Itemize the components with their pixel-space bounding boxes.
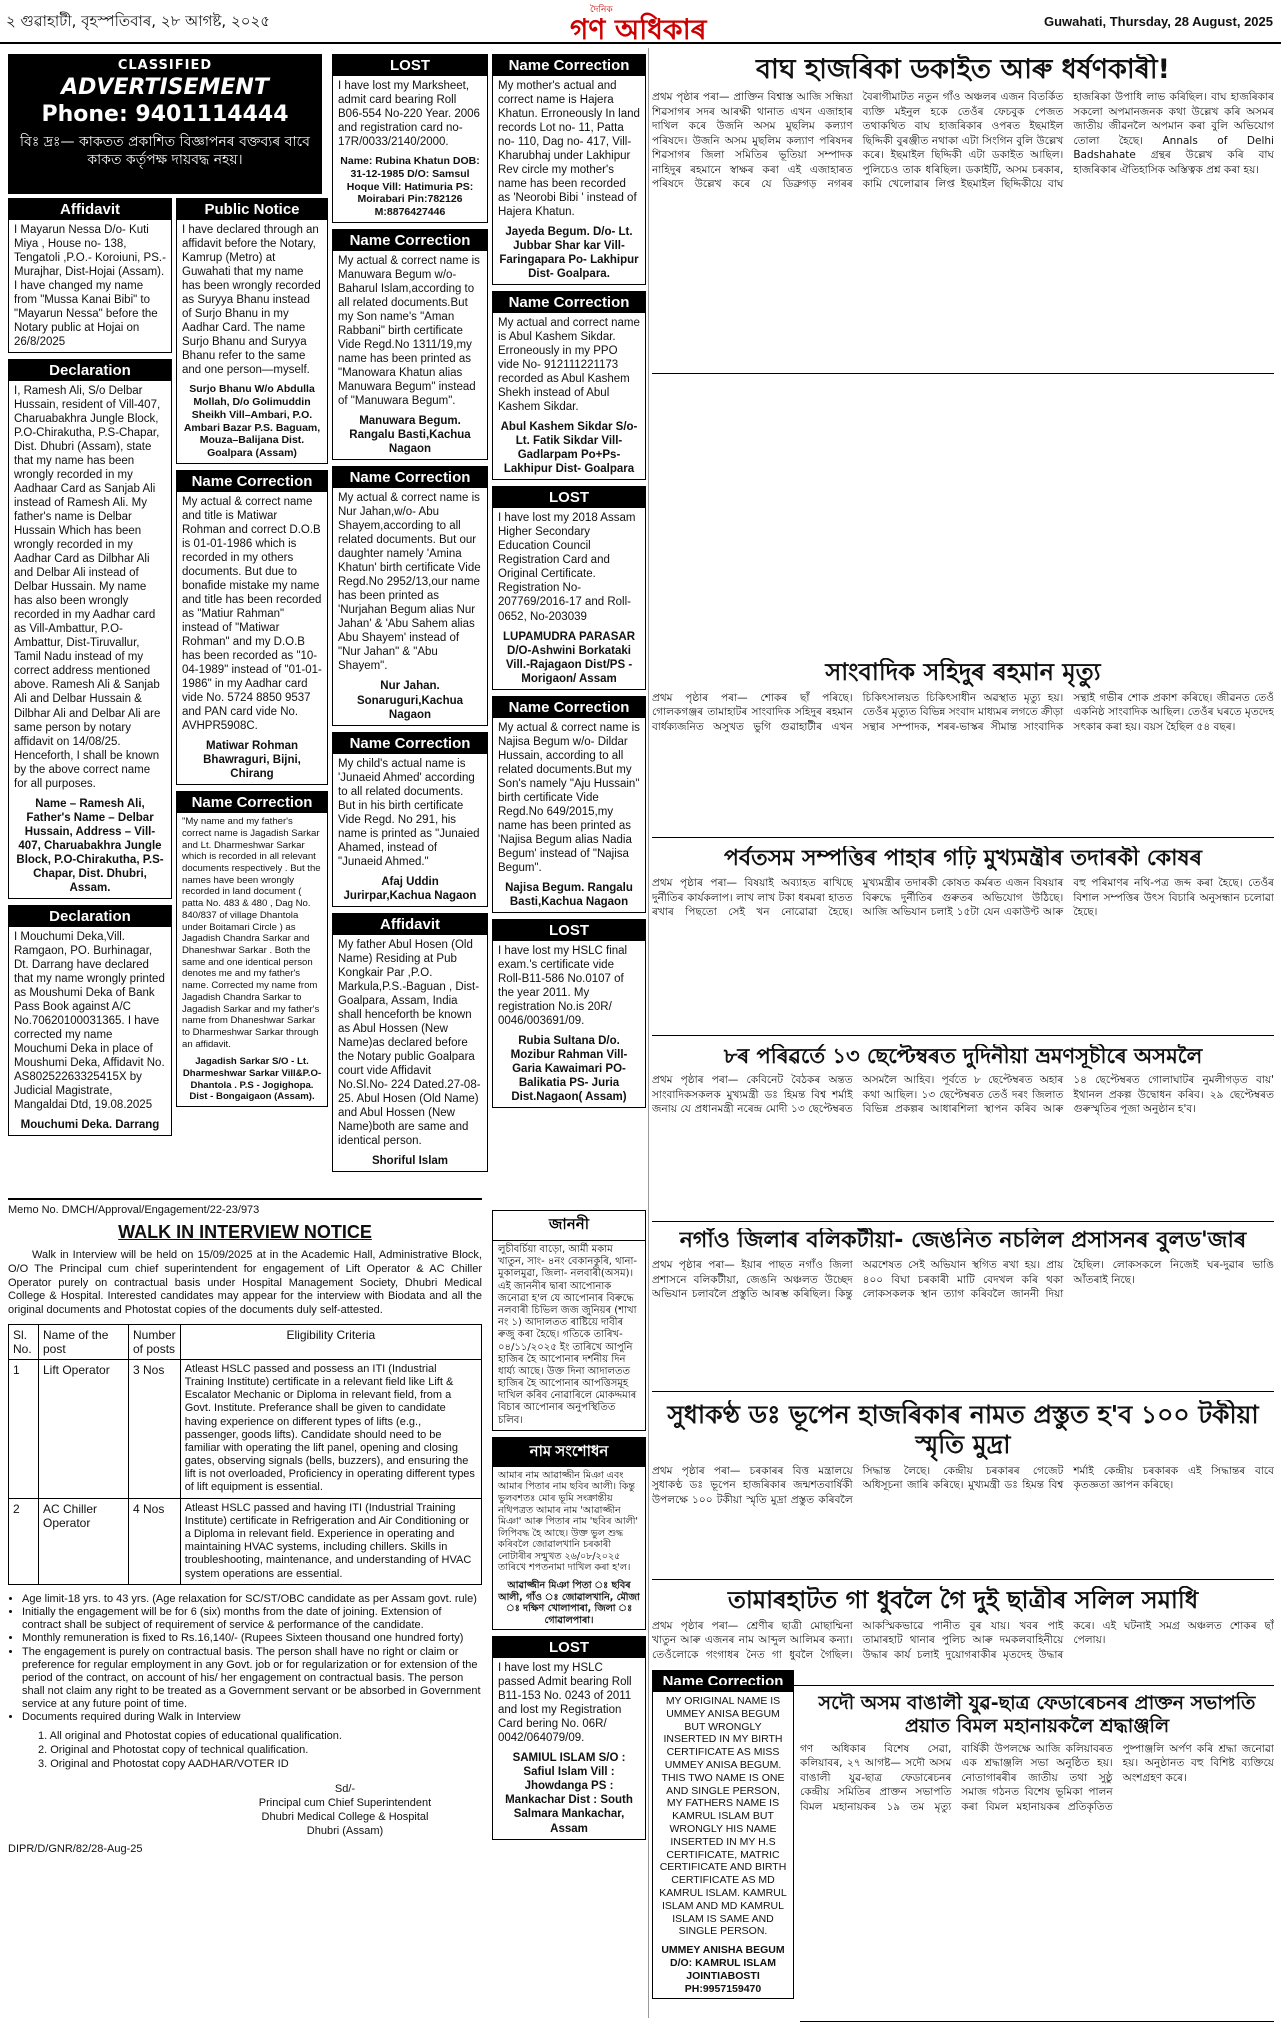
table-cell: Lift Operator: [39, 1359, 129, 1498]
notice-title: নাম সংশোধন: [493, 1438, 645, 1467]
table-header: Eligibility Criteria: [180, 1324, 481, 1359]
notice-signer: আৱাজ্জীন মিঞা পিতা ঃ ছবিৰ আলী, গাঁও ঃ জোৱালখানি, মৌজা ঃ দক্ষিণ খোলাপাৰা, জিলা ঃ গোৱালপাৰা।: [498, 1580, 640, 1626]
notice-box: [332, 54, 488, 223]
notice-body: I have lost my HSLC final exam.'s certificate vide Roll-B11-586 No.0107 of the year 2011. My registration No.is 20R/ 0046/003691/09.: [498, 944, 628, 1027]
news-headline: পৰ্বতসম সম্পত্তিৰ পাহাৰ গঢ়ি মুখ্যমন্ত্ৰীৰ তদাৰকী কোষৰ: [723, 846, 1203, 871]
notice-body: I have lost my Marksheet, admit card bearing Roll B06-554 No-220 Year. 2006 and registration card no-17R/0033/2140/2000.: [338, 80, 480, 149]
memo-number: Memo No. DMCH/Approval/Engagement/22-23/973: [8, 1204, 260, 1216]
news-headline: নগাঁও জিলাৰ বলিকটীয়া- জেঙনিত নচলিল প্ৰসাসনৰ বুলড'জাৰ: [679, 1228, 1247, 1253]
notice-box: [176, 470, 328, 785]
notice-title: LOST: [333, 55, 487, 76]
notice-body: MY ORIGINAL NAME IS UMMEY ANISA BEGUM BUT WRONGLY INSERTED IN MY BIRTH CERTIFICATE AS MISS UMMEY ANISA BEGUM. THIS TWO NAME IS ONE AND SINGLE PERSON, MY FATHERS NAME IS KAMRUL ISLAM BUT WRONGLY HIS NAME INSERTED IN MY H.S CERTIFICATE, MATRIC CERTIFICATE AND BIRTH CERTIFICATE AS MD KAMRUL ISLAM. KAMRUL ISLAM AND MD KAMRUL ISLAM IS SAME AND SINGLE PERSON.: [659, 1695, 787, 1938]
walk-in-interview-notice: [8, 1198, 482, 2018]
advertisement-label: ADVERTISEMENT: [61, 75, 269, 100]
notice-title: LOST: [493, 1637, 645, 1658]
news-body: প্ৰথম পৃষ্ঠাৰ পৰা— বিষয়াই অব্যাহত ৰাখিছে দুৰ্নীতিৰ কাৰ্যকলাপ। লাখ লাখ টকা ধৰমৰা হাতত ৰখাৰ পিছতো সেই খন নোৱোৱা হৈছে। মুখ্যমন্ত্ৰীৰ তদাৰকী কোষত কৰ্মৰত এজন বিষয়াৰ বিৰুদ্ধে দুৰ্নীতিৰ গুৰুতৰ অভিযোগ উঠিছে। আজি অভিযান চলাই ১৫টা যেন একাউণ্ট আৰু বহু পৰিমাণৰ নথি-পত্ৰ জব্দ কৰা হৈছে। তেওঁৰ বিশাল সম্পত্তিৰ উৎস বিচাৰি অনুসন্ধান চলোৱা হৈছে।: [652, 877, 1274, 919]
header-date-en: Guwahati, Thursday, 28 August, 2025: [1043, 14, 1273, 29]
notice-box: [332, 732, 488, 907]
notice-box: [492, 54, 646, 285]
header-date-bn: ২ গুৱাহাটী, বৃহস্পতিবাৰ, ২৮ আগষ্ট, ২০২৫: [6, 12, 270, 30]
sd-label: Sd/-: [334, 1782, 356, 1795]
table-cell: 2: [9, 1498, 39, 1584]
list-item: 3. Original and Photostat copy AADHAR/VOTER ID: [38, 1758, 289, 1771]
notice-title: জাননী: [493, 1211, 645, 1241]
newspaper-logo: [560, 2, 720, 46]
news-story: [652, 658, 1274, 838]
notice-title: Name Correction: [177, 471, 327, 492]
notice-signer: Jagadish Sarkar S/O - Lt. Dharmeshwar Sarkar Vill&P.O- Dhantola . P.S - Jogighopa. Dist - Bongaigaon (Assam).: [182, 1056, 322, 1103]
notice-title: Name Correction: [493, 697, 645, 718]
list-item: • Age limit-18 yrs. to 43 yrs. (Age relaxation for SC/ST/OBC candidate as per Assam govt. rule): [22, 1593, 482, 1606]
list-item: • Documents required during Walk in Interview: [22, 1711, 482, 1724]
notice-body: আমাৰ নাম আৱাজ্জীন মিঞা এবং আমাৰ পিতাৰ নাম ছবিৰ আলী। কিন্তু ভুলবশতঃ মোৰ ভূমি সংক্ৰান্তীয় নথিপত্ৰত আমাৰ নাম 'আৱাজ্জীন মিঞা' আৰু পিতাৰ নাম 'ছবিৰ আলী' লিপিবদ্ধ হৈ আছে। উক্ত ভুল শুদ্ধ কৰিবলৈ জোৱালখানি চৰকাৰী নোটাৰীৰ সন্মুখত ২৬/০৮/২০২৫ তাৰিখে শপতনামা দাখিল কৰা হ'ল।: [498, 1469, 639, 1574]
news-headline: সাংবাদিক সহিদুৰ ৰহমান মৃত্যু: [825, 658, 1101, 686]
notice-title: Name Correction: [493, 292, 645, 313]
notice-body: My actual & correct name is Manuwara Begum w/o- Baharul Islam,according to all related documents.But my Son name's "Aman Rabbani" birth certificate Vide Regd.No 1311/19,my name has been printed as "Manowara Khatun alias Manuwara Begum" instead of "Manuwara Begum".: [338, 255, 480, 408]
news-body: গণ অধিকাৰ বিশেষ সেৱা, কলিয়াবৰ, ২৭ আগষ্ট— সদৌ অসম বাঙালী যুৱ-ছাত্ৰ ফেডাৰেচনৰ কেন্দ্ৰীয় সমিতিৰ প্ৰাক্তন সভাপতি বিমল মহানায়কৰ ১৯ তম মৃত্যু বাৰ্ষিকী উপলক্ষে আজি কলিয়াবৰত এক শ্ৰদ্ধাঞ্জলি সভা অনুষ্ঠিত হয়। নোতাগাৰৰীৰ জাতীয় তথা সুষ্ঠু সমাজ গঠনত বিশেষ ভূমিকা পালন কৰা বিমল মহানায়কৰ প্ৰতিকৃতিত পুষ্পাঞ্জলি অৰ্পণ কৰি শ্ৰদ্ধা জনোৱা হয়। অনুষ্ঠানত বহু বিশিষ্ট ব্যক্তিয়ে অংশগ্ৰহণ কৰে।: [800, 1742, 1274, 1813]
notice-title: LOST: [493, 487, 645, 508]
assamese-notices: [492, 1210, 646, 1846]
classified-label: CLASSIFIED: [117, 58, 213, 73]
notice-box: [492, 1437, 646, 1631]
notice-body: My actual & correct name is Najisa Begum w/o- Dildar Hussain, according to all related documents.But my Son's namely "Aju Hussain" birth certificate Vide Regd.No 649/2015,my name has been printed as 'Najisa Begum alias Nadia Begum' instead of "Najisa Begum".: [498, 721, 640, 874]
notice-title: Declaration: [9, 360, 171, 381]
notice-body: I Mayarun Nessa D/o- Kuti Miya , House no- 138, Tengatoli ,P.O.- Koroiuni, PS.- Murajhar, Dist-Hojai (Assam). I have changed my name from "Mussa Kanai Bibi" to "Mayarun Nessa" before the Notary public at Hojai on 26/8/2025: [14, 224, 166, 349]
notice-title: Name Correction: [333, 467, 487, 488]
notice-signer: Matiwar Rohman Bhawraguri, Bijni, Chirang: [203, 740, 301, 781]
notice-body: My actual & correct name and title is Matiwar Rohman and correct D.O.B is 01-01-1986 which is recorded in my others documents. But due to bonafide mistake my name and title has been recorded as "Matiur Rahman" instead of "Matiwar Rohman" and my D.O.B has been recorded as "10-04-1989" instead of "01-01-1986" in my Aadhar card vide No. 5724 8850 9537 and PAN card vide No. AVHPR5908C.: [182, 495, 322, 733]
notice-body: My actual and correct name is Abul Kashem Sikdar. Erroneously in my PPO vide No- 912111221173 recorded as Abul Kashem Shekh instead of Abul Kashem Sikdar.: [498, 317, 640, 414]
notice-body: I have lost my 2018 Assam Higher Secondary Education Council Registration Card and Original Certificate. Registration No-207769/2016-17 and Roll-0652, No-203039: [498, 512, 636, 623]
notice-signer: Afaj Uddin Jurirpar,Kachua Nagaon: [343, 875, 477, 902]
notice-signer: Abul Kashem Sikdar S/o- Lt. Fatik Sikdar Vill- Gadlarpam Po+Ps- Lakhipur Dist- Goalpara: [500, 421, 638, 476]
news-story: [800, 1692, 1274, 2022]
notice-box: [652, 1670, 794, 1999]
disclaimer: বিঃ দ্ৰঃ— কাকতত প্ৰকাশিত বিজ্ঞাপনৰ বক্তব্যৰ বাবে কাকত কৰ্তৃপক্ষ দায়বদ্ধ নহয়।: [20, 134, 310, 169]
notice-body: I Mouchumi Deka,Vill. Ramgaon, PO. Burhinagar, Dt. Darrang have declared that my name wrongly printed as Moushumi Deka of Bank Pass Book against A/C No.70620100031365. I have corrected my name Mouchumi Deka in place of Moushumi Deka, Affidavit No. AS80252263325415X by Judicial Magistrate, Mangaldai Dtd, 19.08.2025: [14, 930, 165, 1111]
notice-title: Name Correction: [653, 1671, 793, 1692]
table-row: [9, 1359, 482, 1498]
notice-title: Affidavit: [333, 914, 487, 935]
notice-title: Name Correction: [177, 792, 327, 813]
notice-title: Declaration: [9, 906, 171, 927]
notice-title: Name Correction: [333, 733, 487, 754]
notice-signer: Shoriful Islam: [371, 1154, 449, 1167]
news-story: [652, 846, 1274, 1036]
notice-box: [492, 696, 646, 913]
table-row: [9, 1498, 482, 1584]
walkin-intro: Walk in Interview will be held on 15/09/2025 at in the Academic Hall, Administrative Block, O/O The Principal cum chief superintendent for engagement of Lift Operator & AC Chiller Operator purely on contractual basis under Hospital Management Society, Dhubri Medical College & Hospital. Interested candidates may appear for the interview with Biodata and all the original documents and Photostat copies of the documents duly self-attested.: [8, 1249, 482, 1316]
news-body: প্ৰথম পৃষ্ঠাৰ পৰা— প্ৰাক্তিন বিশ্বাস্ত আজি সন্ধিয়া শিৱসাগৰ সদৰ আৰক্ষী থানাত এখন এজাহাৰ দাখিল কৰে উজনি অসম মুছলিম কল্যাণ পৰিষদে। উজনি অসম মুছলিম কল্যাণ পৰিষদৰ শিৱসাগৰ জিলা সমিতিৰ ভূতিয়া সম্পাদক নাহিদুৰ ৰহমানে স্বাক্ষৰ কৰা এই এজাহাৰত পৰিষদে উল্লেখ কৰে যে ডিব্ৰুগড় নগৰৰ বৈৰাগীমাটত নতুন গাঁও অঞ্চলৰ এজন বিতৰ্কিত ব্যক্তি মইনুল হকে তেওঁৰ ফেচবুক পেজত তথাকথিত বাঘ হাজৰিকাৰ ওপৰত ইছমাইল ছিদ্দিকী বুৰঞ্জীত নথাকা এটা সিংগিন বুলি উল্লেখ কৰে। ইছমাইল ছিদ্দিকী এটা ডকাইত আছিল। পুলিচেও তাক ধৰিছিল। ডকাইটি, অসম চৰকাৰ, কামি খেলোৱাৰ লিপ্ত ইছমাইল ছিদ্দিকীয়ে বাঘ হাজৰিকা উপাধি লাভ কৰিছিল। বাঘ হাজৰিকাৰ সকলো অপমানজনক কথা উল্লেখ কৰি অসমৰ জাতীয় জীৱনলৈ অপমান কৰা বুলি অভিযোগ তোলা হৈছে। Annals of Delhi Badshahate গ্ৰন্থৰ উল্লেখ কৰি বাঘ হাজৰিকাৰ ঐতিহাসিক অস্তিত্বক প্ৰশ্ন কৰা হয়।: [652, 91, 1274, 191]
notice-signer: Rubia Sultana D/o. Mozibur Rahman Vill- Garia Kawaimari PO-Balikatia PS- Juria Dist.Nagaon( Assam): [510, 1034, 628, 1103]
table-header: Name of the post: [39, 1324, 129, 1359]
logo-text: গণ অধিকাৰ: [570, 13, 707, 46]
notice-body: I, Ramesh Ali, S/o Delbar Hussain, resident of Vill-407, Charuabakhra Jungle Block, P.O-Chirakutha, P.S-Chapar, Dist. Dhubri (Assam), state that my name has been wrongly recorded in my Aadhaar Card as Sanjab Ali instead of Ramesh Ali. My father's name is Delbar Hussain Which has been wrongly recorded in my Aadhar Card as Dilbhar Ali and Delbar Ali instead of Delbar Hussain. My name has also been wrongly recorded in my Aadhar card as Vill-Ambattur, P.O-Ambattur, Dist-Tiruvallur, Tamil Nadu instead of my correct address mentioned above. Ramesh Ali & Sanjab Ali and Delbar Hussain & Dilbhar Ali and Delbar Ali are same person by notary affidavit on 14/08/25. Henceforth, I shall be known by the above correct name for all purposes.: [14, 385, 161, 790]
notice-signer: Jayeda Begum. D/o- Lt. Jubbar Shar kar Vill- Faringapara Po- Lakhipur Dist- Goalpara.: [499, 226, 639, 281]
column-3: [332, 54, 488, 1178]
notice-signer: Najisa Begum. Rangalu Basti,Kachua Nagaon: [505, 881, 633, 908]
notice-box: [332, 229, 488, 460]
notice-box: [8, 198, 172, 353]
notice-signer: Name: Rubina Khatun DOB: 31-12-1985 D/O: Samsul Hoque Vill: Hatimuria PS: Moirabari Pin:782126 M:8876427446: [340, 155, 480, 219]
notice-box: [176, 791, 328, 1107]
notice-signer: Nur Jahan. Sonaruguri,Kachua Nagaon: [356, 680, 464, 721]
notice-signer: Mouchumi Deka. Darrang: [20, 1118, 160, 1131]
column-divider: [648, 48, 649, 2018]
logo-small-text: দৈনিক: [590, 5, 613, 15]
masthead: [0, 0, 1281, 44]
notice-box: [492, 486, 646, 689]
list-item: • The engagement is purely on contractual basis. The person shall have no right or claim or preference for regular employment in any Govt. job or for regularization or for extension of the period of the contract, on account of his/ her engagement on contractual basis. The person shall not claim any right to be treated as a Government servant or be absorbed in Government service at any future point of time.: [22, 1646, 482, 1712]
notice-title: Name Correction: [333, 230, 487, 251]
notice-signer: UMMEY ANISHA BEGUM D/O: KAMRUL ISLAM JOINTIABOSTI PH:9957159470: [661, 1944, 785, 1995]
news-body: প্ৰথম পৃষ্ঠাৰ পৰা— শ্ৰেণীৰ ছাত্ৰী মোছাম্মিনা খাতুন আৰু এজনৰ নাম আব্দুল আলিমৰ কন্যা। তেওঁলোকে গংগাধৰ নৈত গা ধুবলৈ গৈছিল। আকস্মিকভাৱে পানীত বুৰ যায়। খবৰ পাই তামাৰহাট থানাৰ পুলিচ আৰু দমকলবাহিনীয়ে উদ্ধাৰ কাৰ্য চলাই দুয়োগৰাকীৰ মৃতদেহ উদ্ধাৰ কৰে। এই ঘটনাই সমগ্ৰ অঞ্চলত শোকৰ ছাঁ পেলায়।: [652, 1619, 1274, 1661]
walkin-notes: [22, 1593, 482, 1725]
notice-body: "My name and my father's correct name is Jagadish Sarkar and Lt. Dharmeshwar Sarkar which is recorded in all relevant documents respectively . But the names have been wrongly recorded in land document ( patta No. 483 & 480 , Dag No. 840/837 of village Dhantola under Boitamari Circle ) as Jagadish Chandra Sarkar and Dhaneshwar Sarkar . Both the same and one identical person denotes me and my father's name. Corrected my name from Jagadish Chandra Sarkar to Jagadish Sarkar and my father's name from Dhaneshwar Sarkar to Dharmeshwar Sarkar through an affidavit.: [182, 816, 321, 1050]
list-item: 1. All original and Photostat copies of educational qualification.: [38, 1729, 342, 1742]
list-item: 2. Original and Photostat copy of technical qualification.: [38, 1743, 309, 1756]
column-1: [8, 198, 172, 1142]
table-cell: 3 Nos: [129, 1359, 181, 1498]
table-header: Sl. No.: [9, 1324, 39, 1359]
notice-title: Name Correction: [493, 55, 645, 76]
notice-box: [332, 913, 488, 1172]
column-news-ad: [652, 1670, 794, 2005]
classified-banner: [8, 54, 322, 194]
walkin-title: WALK IN INTERVIEW NOTICE: [118, 1222, 372, 1242]
notice-body: I have lost my HSLC passed Admit bearing Roll B11-153 No. 0243 of 2011 and lost my Registration Card bering No. 06R/ 0042/064079/09.: [498, 1662, 632, 1745]
table-cell: AC Chiller Operator: [39, 1498, 129, 1584]
notice-box: [332, 466, 488, 725]
table-header-row: [9, 1324, 482, 1359]
column-4: [492, 54, 646, 1114]
signer-line: Dhubri Medical College & Hospital: [261, 1811, 429, 1824]
notice-box: [492, 1636, 646, 1839]
signer-line: Principal cum Chief Superintendent: [258, 1796, 432, 1809]
table-cell: 4 Nos: [129, 1498, 181, 1584]
news-body: প্ৰথম পৃষ্ঠাৰ পৰা— ইয়াৰ পাছত নগাঁও জিলা প্ৰশাসনে বলিকটীয়া, জেঙনি অঞ্চলত উচ্ছেদ অভিযান চলাবলৈ প্ৰস্তুতি আৰম্ভ কৰিছিল। কিন্তু অৱশেষত সেই অভিযান স্থগিত ৰখা হয়। প্ৰায় ৪০০ বিঘা চৰকাৰী মাটি বেদখল কৰি থকা লোকসকলক স্থান ত্যাগ কৰিবলৈ জাননী দিয়া হৈছিল। লোকসকলে নিজেই ঘৰ-দুৱাৰ ভাঙি আঁতৰাই নিছে।: [652, 1259, 1274, 1301]
notice-box: [176, 198, 328, 464]
notice-box: [8, 359, 172, 899]
table-cell: Atleast HSLC passed and possess an ITI (Industrial Training Institute) certificate in a relevant field like Lift & Escalator Mechanic or Diploma in relevant field, from a Govt. Institute. Preferance shall be given to candidate having experience on different types of lifts (e.g., passenger, goods lifts). Candidate should need to be familiar with operating the lift panel, opening and closing gates, observing signals (bells, buzzers), and ensuring the lift is not overloaded, Proficiency in operating different types of lift equipment is essential.: [180, 1359, 481, 1498]
phone-number: Phone: 9401114444: [41, 102, 289, 127]
required-documents: [38, 1729, 482, 1772]
news-headline: বাঘ হাজৰিকা ডকাইত আৰু ধৰ্ষণকাৰী!: [756, 54, 1170, 85]
table-cell: Atleast HSLC passed and having ITI (Industrial Training Institute) certificate in Refrigeration and Air Conditioning or a Diploma in relevant field. Experience in operating and maintaining HVAC systems, including chillers. Skills in troubleshooting, maintenance, and understanding of HVAC system operations are essential.: [180, 1498, 481, 1584]
notice-body: I have declared through an affidavit before the Notary, Kamrup (Metro) at Guwahati that my name has been wrongly recorded as Suryya Bhanu instead of Surjo Bhanu in my Aadhar Card. The name Surjo Bhanu and Suryya Bhanu refer to the same and one person—myself.: [182, 224, 321, 377]
news-body: প্ৰথম পৃষ্ঠাৰ পৰা— চৰকাৰৰ বিত্ত মন্ত্ৰালয়ে সুধাকণ্ঠ ডঃ ভূপেন হাজৰিকাৰ জন্মশতবাৰ্ষিকী উপলক্ষে ১০০ টকীয়া স্মৃতি মুদ্ৰা প্ৰস্তুত কৰিবলৈ সিদ্ধান্ত লৈছে। কেন্দ্ৰীয় চৰকাৰৰ গেজেট অধিসূচনা জাৰি কৰিছে। মুখ্যমন্ত্ৰী ডঃ হিমন্ত বিশ্ব শৰ্মাই কেন্দ্ৰীয় চৰকাৰক এই সিদ্ধান্তৰ বাবে কৃতজ্ঞতা জ্ঞাপন কৰিছে।: [652, 1465, 1274, 1506]
notice-box: [492, 291, 646, 480]
news-headline: সুধাকণ্ঠ ডঃ ভূপেন হাজৰিকাৰ নামত প্ৰস্তুত হ'ব ১০০ টকীয়া স্মৃতি মুদ্ৰা: [667, 1400, 1259, 1459]
news-headline: ৮ৰ পৰিৱৰ্তে ১৩ ছেপ্টেম্বৰত দুদিনীয়া ভ্ৰমণসূচীৰে অসমলৈ: [723, 1044, 1203, 1068]
news-story: [652, 1400, 1274, 1580]
notice-title: Public Notice: [177, 199, 327, 220]
table-cell: 1: [9, 1359, 39, 1498]
notice-body: লুচীবৰ্চিয়া বাড়ো, আৰ্মী মকাম খাতুন, সাং- ৪নং বেকানকুৰি, থানা- মুকালমুৱা, জিলা- নলবাৰী(অসম)। এই জাননীৰ দ্বাৰা আপোনাক জনোৱা হ'ল যে আপোনাৰ বিৰুদ্ধে নলবাৰী চিভিল জজ জুনিয়ৰ (শাখা নং ১) আদালতত ৰাষ্টিয়ে দাবীৰ ৰুজু কৰা হৈছে। গতিকে তাৰিখ- ০৪/১১/২০২৫ ইং তাৰিখে আপুনি হাজিৰ হৈ আপোনাৰ দৰ্শনীয় দিন ধাৰ্য্য আছে। উক্ত দিনা আদালতত হাজিৰ হৈ আপোনাৰ আপত্তিসমূহ দাখিল কৰিব নোৱাৰিলে মোকদ্দমাৰ বিচাৰ আপোনাৰ অনুপস্থিতিত চলিব।: [498, 1244, 638, 1426]
list-item: • Monthly remuneration is fixed to Rs.16,140/- (Rupees Sixteen thousand one hundred forty): [22, 1632, 482, 1645]
signer-line: Dhubri (Assam): [306, 1825, 384, 1838]
notice-box: [492, 919, 646, 1108]
notice-body: My mother's actual and correct name is Hajera Khatun. Erroneously In land records Lot no- 11, Patta no- 110, Dag no- 417, Vill- Kharubhaj under Lakhipur Rev circle my mother's name has been recorded as 'Neorobi Bibi ' instead of Hajera Khatun.: [498, 80, 640, 219]
notice-signer: SAMIUL ISLAM S/O : Safiul Islam Vill : Jhowdanga PS : Mankachar Dist : South Salmara Mankachar, Assam: [505, 1752, 633, 1835]
list-item: • Initially the engagement will be for 6 (six) months from the date of joining. Extension of contract shall be subject of requirement of service & performance of the candidate.: [22, 1606, 482, 1632]
notice-title: LOST: [493, 920, 645, 941]
column-2: [176, 198, 328, 1113]
news-headline: সদৌ অসম বাঙালী যুৱ-ছাত্ৰ ফেডাৰেচনৰ প্ৰাক্তন সভাপতি প্ৰয়াত বিমল মহানায়কলৈ শ্ৰদ্ধাঞ্জলি: [818, 1692, 1256, 1737]
news-story: [652, 1586, 1274, 1686]
notice-signer: Manuwara Begum. Rangalu Basti,Kachua Nagaon: [349, 415, 471, 456]
news-body: প্ৰথম পৃষ্ঠাৰ পৰা— কেবিনেট বৈঠকৰ অন্তত সাংবাদিকসকলক মুখ্যমন্ত্ৰী ডঃ হিমন্ত বিশ্ব শৰ্মাই জনায় যে প্ৰধানমন্ত্ৰী নৰেন্দ্ৰ মোদী ১৩ ছেপ্টেম্বৰত অসমলৈ আহিব। পূৰ্বতে ৮ ছেপ্টেম্বৰত অহাৰ কথা আছিল। ১৩ ছেপ্টেম্বৰত তেওঁ দৰং জিলাত বিভিন্ন প্ৰকল্পৰ আধাৰশিলা স্থাপন কৰিব আৰু ১৪ ছেপ্টেম্বৰত গোলাঘাটৰ নুমলীগড়ত বায়' ইথানল প্ৰকল্প উদ্বোধন কৰিব। ২৯ ছেপ্টেম্বৰত গুৰুস্মৃতিৰ পূজা অনুষ্ঠান হ'ব।: [652, 1074, 1274, 1116]
notice-body: My child's actual name is 'Junaeid Ahmed' according to all related documents. But in his birth certificate Vide Regd. No 291, his name is printed as "Junaied Ahamed, instead of "Junaeid Ahmed.": [338, 757, 480, 868]
table-header: Number of posts: [129, 1324, 181, 1359]
notice-title: Affidavit: [9, 199, 171, 220]
notice-signer: Surjo Bhanu W/o Abdulla Mollah, D/o Golimuddin Sheikh Vill–Ambari, P.O. Ambari Bazar P.S. Baguam, Mouza–Balijana Dist. Goalpara (Assam): [183, 383, 321, 460]
news-body: প্ৰথম পৃষ্ঠাৰ পৰা— শোকৰ ছাঁ পৰিছে। গোলকগঞ্জৰ তামাহাটৰ সাংবাদিক সহিদুৰ ৰহমান বাৰ্ধক্যজনিত অসুখত ভুগি গুৱাহাটীৰ এখন চিকিৎসালয়ত চিকিৎসাধীন অৱস্থাত মৃত্যু হয়। তেওঁৰ মৃত্যুত বিভিন্ন সংবাদ মাধ্যমৰ লগতে ক্ৰীড়া সন্থাৰ সম্পাদক, শৰৰ-ভাস্কৰ সীমান্ত সাংবাদিক সন্থাই গভীৰ শোক প্ৰকাশ কৰিছে। জীৱনত তেওঁ একনিষ্ঠ সাংবাদিক আছিল। তেওঁৰ ঘৰতে মৃতদেহ সৎকাৰ কৰা হয়। বয়স হৈছিল ৫৪ বছৰ।: [652, 691, 1274, 733]
notice-body: My actual & correct name is Nur Jahan,w/o- Abu Shayem,according to all related documents. But our daughter namely 'Amina Khatun' birth certificate Vide Regd.No 2952/13,our name has been printed as 'Nurjahan Begum alias Nur Jahan' & 'Abu Sahem alias Abu Shayem' instead of "Nur Jahan" & "Abu Shayem".: [338, 492, 481, 673]
notice-box: [492, 1210, 646, 1431]
notice-box: [8, 905, 172, 1136]
news-headline: তামাৰহাটত গা ধুবলৈ গৈ দুই ছাত্ৰীৰ সলিল সমাধি: [727, 1586, 1199, 1614]
news-story: [652, 1228, 1274, 1392]
news-story: [652, 54, 1274, 374]
notice-signer: LUPAMUDRA PARASAR D/O-Ashwini Borkataki Vill.-Rajagaon Dist/PS -Morigaon/ Assam: [502, 630, 636, 685]
posts-table: [8, 1324, 482, 1585]
news-story: [652, 1044, 1274, 1222]
notice-signer: Name – Ramesh Ali, Father's Name – Delbar Hussain, Address – Vill-407, Charuabakhra Jungle Block, P.O-Chirakutha, P.S-Chapar, Dist. Dhubri, Assam.: [16, 797, 164, 894]
dipr-number: DIPR/D/GNR/82/28-Aug-25: [8, 1842, 143, 1855]
notice-body: My father Abul Hosen (Old Name) Residing at Pub Kongkair Par ,P.O. Markula,P.S.-Baguan , Dist- Goalpara, Assam, India shall henceforth be known as Abul Hossen (New Name)as declared before the Notary public Goalpara court vide Affidavit No.Sl.No- 224 Dated.27-08-25. Abul Hosen (Old Name) and Abul Hossen (New Name)both are same and identical person.: [338, 938, 481, 1147]
walkin-signature: [208, 1782, 482, 1839]
